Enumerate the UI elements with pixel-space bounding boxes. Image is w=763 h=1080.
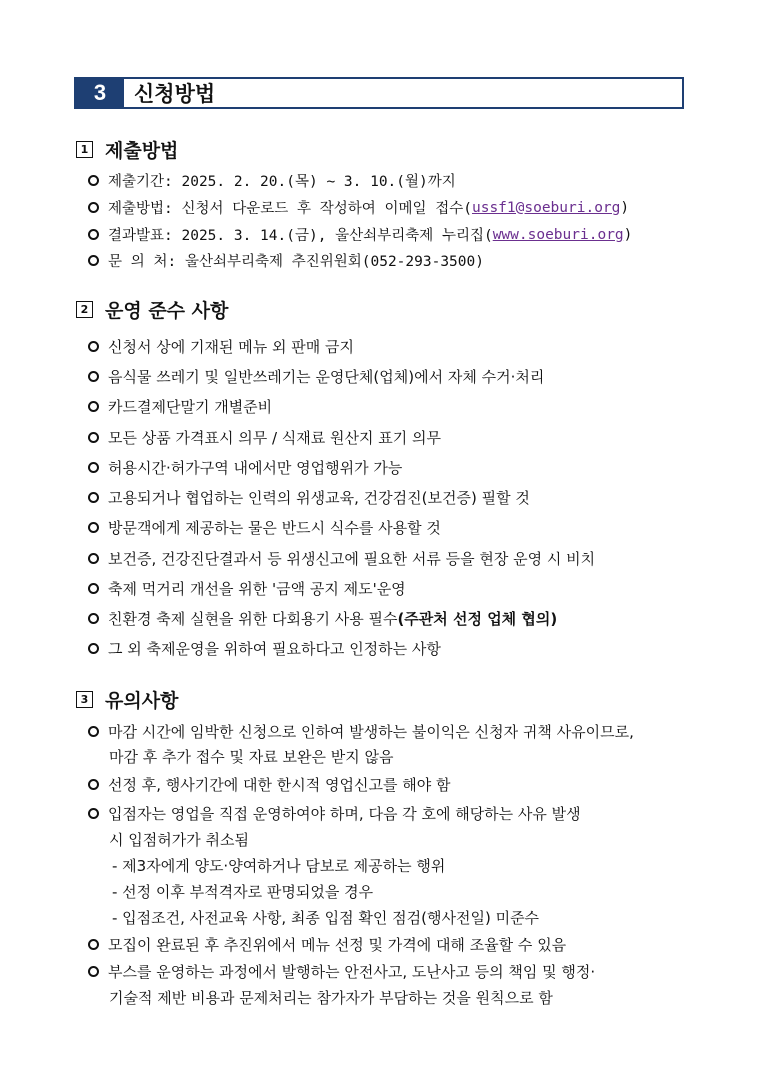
- circle-bullet-icon: [88, 401, 99, 412]
- submission-period: [88, 170, 456, 191]
- rules-heading-text: 운영 준수 사항: [105, 300, 229, 322]
- circle-bullet-icon: [88, 643, 99, 654]
- section-title: 신청방법: [134, 82, 216, 106]
- submission-contact-text: 문 의 처: 울산쇠부리축제 추진위원회(052-293-3500): [108, 254, 484, 270]
- notes-item-text: 마감 시간에 임박한 신청으로 인하여 발생하는 불이익은 신청자 귀책 사유이므로,: [108, 723, 634, 741]
- notes-item-text: 입점자는 영업을 직접 운영하여야 하며, 다음 각 호에 해당하는 사유 발생: [108, 805, 581, 823]
- circle-bullet-icon: [88, 966, 99, 977]
- notes-heading-text: 유의사항: [105, 690, 179, 712]
- circle-bullet-icon: [88, 432, 99, 443]
- circle-bullet-icon: [88, 462, 99, 473]
- notes-item-text: 부스를 운영하는 과정에서 발행하는 안전사고, 도난사고 등의 책임 및 행정·: [108, 963, 596, 981]
- circle-bullet-icon: [88, 202, 99, 213]
- email-link[interactable]: ussf1@soeburi.org: [471, 199, 621, 216]
- rules-item: [88, 336, 354, 357]
- submission-contact: [88, 250, 484, 271]
- submission-heading-text: 제출방법: [105, 140, 179, 162]
- circle-bullet-icon: [88, 613, 99, 624]
- submission-result-text: 결과발표: 2025. 3. 14.(금), 울산쇠부리축제 누리집(: [108, 228, 493, 244]
- submission-method-text: 제출방법: 신청서 다운로드 후 작성하여 이메일 접수(: [108, 201, 472, 217]
- circle-bullet-icon: [88, 553, 99, 564]
- notes-item: [88, 774, 450, 795]
- rules-item-text: 친환경 축제 실현을 위한 다회용기 사용 필수: [108, 610, 398, 628]
- notes-item-text: 선정 후, 행사기간에 대한 한시적 영업신고를 해야 함: [108, 776, 451, 794]
- rules-item-text: 고용되거나 협업하는 인력의 위생교육, 건강검진(보건증) 필할 것: [108, 489, 530, 507]
- circle-bullet-icon: [88, 255, 99, 266]
- boxed-number-1: 1: [76, 141, 93, 158]
- submission-method: [88, 197, 629, 218]
- submission-result: [88, 224, 632, 245]
- rules-item: [88, 517, 441, 538]
- circle-bullet-icon: [88, 779, 99, 790]
- circle-bullet-icon: [88, 808, 99, 819]
- rules-item-text: 방문객에게 제공하는 물은 반드시 식수를 사용할 것: [108, 519, 441, 537]
- rules-item-text: 신청서 상에 기재된 메뉴 외 판매 금지: [108, 338, 354, 356]
- rules-item: [88, 487, 530, 508]
- rules-item-text: 그 외 축제운영을 위하여 필요하다고 인정하는 사항: [108, 640, 441, 658]
- section-header-gap: [124, 79, 132, 107]
- rules-item: [88, 578, 406, 599]
- circle-bullet-icon: [88, 726, 99, 737]
- notes-item-continuation: 시 입점허가가 취소됨: [109, 831, 249, 849]
- notes-item-text: 모집이 완료된 후 추진위에서 메뉴 선정 및 가격에 대해 조율할 수 있음: [108, 936, 567, 954]
- rules-item-text: 축제 먹거리 개선을 위한 '금액 공지 제도'운영: [108, 580, 406, 598]
- rules-item-bold: (주관처 선정 업체 협의): [397, 610, 558, 628]
- circle-bullet-icon: [88, 939, 99, 950]
- rules-item: [88, 638, 441, 659]
- submission-method-suffix: ): [620, 199, 630, 216]
- notes-item-continuation: 마감 후 추가 접수 및 자료 보완은 받지 않음: [109, 748, 394, 766]
- submission-period-text: 제출기간: 2025. 2. 20.(목) ~ 3. 10.(월)까지: [108, 174, 456, 190]
- rules-item: [88, 548, 595, 569]
- rules-item: [88, 457, 402, 478]
- circle-bullet-icon: [88, 341, 99, 352]
- notes-sub-item: - 입점조건, 사전교육 사항, 최종 입점 확인 점검(행사전일) 미준수: [112, 909, 540, 927]
- submission-result-suffix: ): [623, 226, 633, 243]
- notes-sub-item: - 선정 이후 부적격자로 판명되었을 경우: [112, 883, 374, 901]
- notes-item: [88, 721, 634, 742]
- section-number: 3: [76, 79, 124, 107]
- rules-item-text: 모든 상품 가격표시 의무 / 식재료 원산지 표기 의무: [108, 429, 442, 447]
- notes-item: [88, 803, 581, 824]
- boxed-number-2: 2: [76, 301, 93, 318]
- circle-bullet-icon: [88, 371, 99, 382]
- circle-bullet-icon: [88, 522, 99, 533]
- notes-item: [88, 934, 566, 955]
- website-link[interactable]: www.soeburi.org: [492, 226, 624, 243]
- notes-item-continuation: 기술적 제반 비용과 문제처리는 참가자가 부담하는 것을 원칙으로 함: [109, 989, 553, 1007]
- rules-item-text: 음식물 쓰레기 및 일반쓰레기는 운영단체(업체)에서 자체 수거·처리: [108, 368, 545, 386]
- section-header: [74, 77, 684, 109]
- notes-sub-item: - 제3자에게 양도·양여하거나 담보로 제공하는 행위: [112, 857, 446, 875]
- rules-item-text: 허용시간·허가구역 내에서만 영업행위가 가능: [108, 459, 403, 477]
- rules-item-text: 보건증, 건강진단결과서 등 위생신고에 필요한 서류 등을 현장 운영 시 비치: [108, 550, 596, 568]
- rules-item: [88, 396, 272, 417]
- circle-bullet-icon: [88, 492, 99, 503]
- rules-item-text: 카드결제단말기 개별준비: [108, 398, 273, 416]
- circle-bullet-icon: [88, 229, 99, 240]
- rules-item: [88, 427, 441, 448]
- submission-heading: [76, 136, 178, 163]
- boxed-number-3: 3: [76, 691, 93, 708]
- notes-heading: [76, 686, 178, 713]
- circle-bullet-icon: [88, 583, 99, 594]
- rules-item: [88, 608, 557, 629]
- rules-item: [88, 366, 544, 387]
- notes-item: [88, 961, 595, 982]
- rules-heading: [76, 296, 228, 323]
- circle-bullet-icon: [88, 175, 99, 186]
